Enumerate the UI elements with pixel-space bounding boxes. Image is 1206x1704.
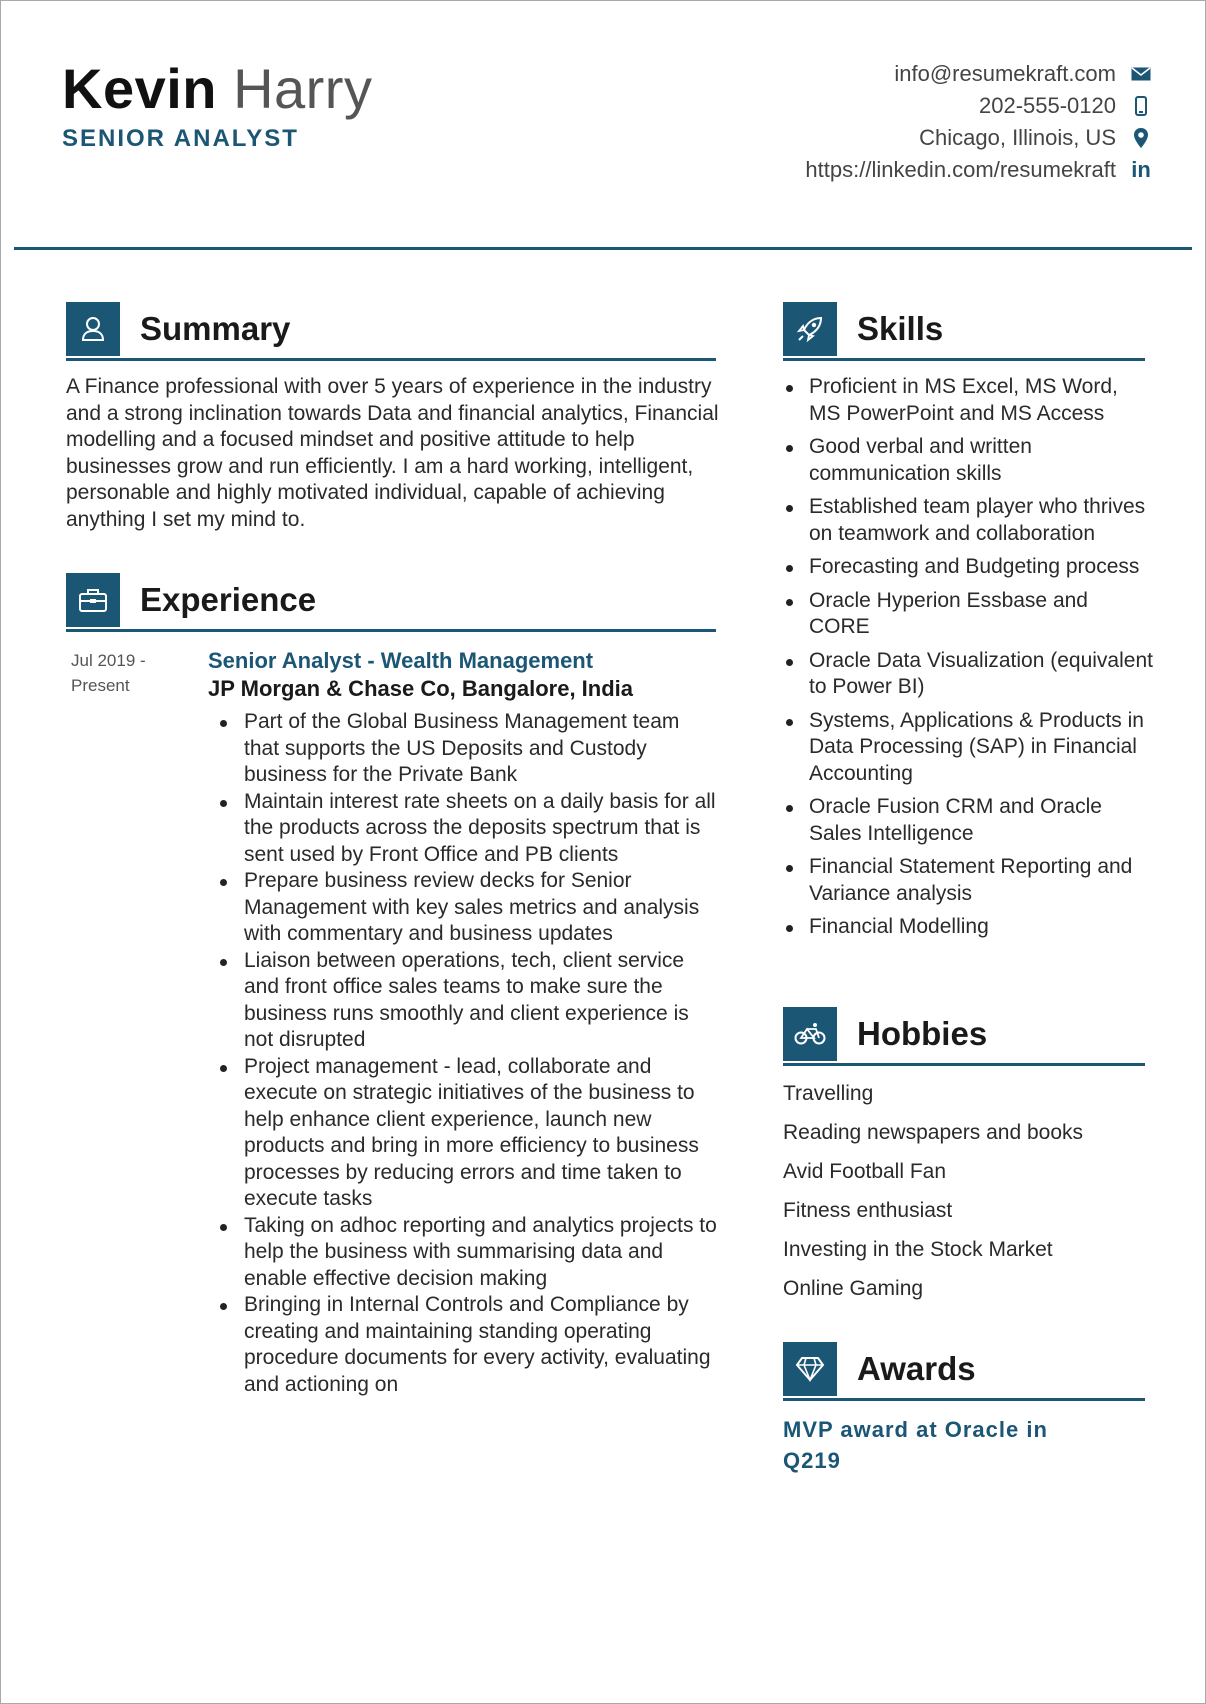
job-date-start: Jul 2019 - — [71, 651, 146, 670]
user-icon — [66, 302, 120, 356]
header-divider — [14, 247, 1192, 250]
linkedin-glyph: in — [1131, 157, 1151, 182]
hobby-item: Reading newspapers and books — [783, 1121, 1084, 1144]
summary-text: A Finance professional with over 5 years of experience in the industry and a strong inclination towards Data and financial analytics, Financial modelling and a focused mindset and positive attitude to help businesses grow and run efficiently. I am a hard working, intelligent, personable and highly motivated individual, capable of achieving anything I set my mind to. — [66, 375, 719, 531]
linkedin-icon — [1130, 158, 1152, 182]
awards-heading: Awards — [857, 1350, 976, 1387]
mobile-phone-icon — [1130, 94, 1152, 118]
job-dates — [71, 648, 191, 698]
rocket-icon — [783, 302, 837, 356]
contact-email — [712, 62, 1152, 86]
job-date-end: Present — [71, 676, 130, 695]
envelope-icon — [1130, 62, 1152, 86]
skill-item: Forecasting and Budgeting process — [783, 554, 1153, 581]
diamond-icon — [783, 1342, 837, 1396]
job-role: Senior Analyst - Wealth Management — [208, 648, 594, 673]
skills-heading-block — [783, 302, 1145, 362]
skill-item: Oracle Fusion CRM and Oracle Sales Intelligence — [783, 794, 1153, 847]
first-name: Kevin — [62, 57, 217, 120]
skill-item: Oracle Hyperion Essbase and CORE — [783, 588, 1153, 641]
hobbies-heading-block — [783, 1007, 1145, 1067]
experience-rule — [66, 629, 716, 632]
hobbies-list — [783, 1080, 1153, 1314]
contact-linkedin — [712, 158, 1152, 182]
hobby-item: Travelling — [783, 1082, 874, 1105]
candidate-name — [62, 54, 372, 124]
experience-heading: Experience — [140, 581, 317, 618]
summary-rule — [66, 358, 716, 361]
job-company: JP Morgan & Chase Co, Bangalore, India — [208, 676, 634, 701]
contact-location — [712, 126, 1152, 150]
hobbies-heading: Hobbies — [857, 1015, 988, 1052]
job-bullet: Part of the Global Business Management team that supports the US Deposits and Custody business for the Private Bank — [216, 709, 720, 789]
bicycle-icon — [783, 1007, 837, 1061]
job-title: SENIOR ANALYST — [62, 125, 299, 152]
awards-rule — [783, 1398, 1145, 1401]
job-bullet: Project management - lead, collaborate and execute on strategic initiatives of the business to help enhance client experience, launch new products and bring in more efficiency to business processes by reducing errors and time taken to execute tasks — [216, 1054, 720, 1213]
hobby-item: Online Gaming — [783, 1277, 924, 1300]
skill-item: Financial Modelling — [783, 914, 1153, 941]
contact-phone — [712, 94, 1152, 118]
job-bullets — [216, 709, 720, 1398]
last-name: Harry — [233, 57, 373, 120]
skills-heading: Skills — [857, 310, 944, 347]
skill-item: Proficient in MS Excel, MS Word, MS PowerPoint and MS Access — [783, 374, 1153, 427]
phone-text[interactable]: 202-555-0120 — [978, 93, 1116, 118]
map-pin-icon — [1130, 126, 1152, 150]
skills-rule — [783, 358, 1145, 361]
hobby-item: Avid Football Fan — [783, 1160, 947, 1183]
skill-item: Systems, Applications & Products in Data Processing (SAP) in Financial Accounting — [783, 708, 1153, 788]
job-bullet: Maintain interest rate sheets on a daily basis for all the products across the deposits spectrum that is sent used by Front Office and PB clients — [216, 789, 720, 869]
skill-item: Financial Statement Reporting and Variance analysis — [783, 854, 1153, 907]
location-text: Chicago, Illinois, US — [919, 125, 1116, 150]
email-text[interactable]: info@resumekraft.com — [894, 61, 1116, 86]
experience-heading-block — [66, 573, 716, 633]
skill-item: Established team player who thrives on teamwork and collaboration — [783, 494, 1153, 547]
hobbies-rule — [783, 1063, 1145, 1066]
skill-item: Good verbal and written communication skills — [783, 434, 1153, 487]
summary-heading-block — [66, 302, 716, 362]
skills-list — [783, 374, 1153, 948]
summary-heading: Summary — [140, 310, 291, 347]
skill-item: Oracle Data Visualization (equivalent to Power BI) — [783, 648, 1153, 701]
linkedin-text[interactable]: https://linkedin.com/resumekraft — [805, 157, 1116, 182]
job-bullet: Bringing in Internal Controls and Compliance by creating and maintaining standing operating procedure documents for every activity, evaluating and actioning on — [216, 1292, 720, 1398]
briefcase-icon — [66, 573, 120, 627]
award-item: MVP award at Oracle in Q219 — [783, 1417, 1048, 1473]
hobby-item: Fitness enthusiast — [783, 1199, 953, 1222]
contact-block — [712, 62, 1152, 190]
job-bullet: Liaison between operations, tech, client service and front office sales teams to make sure the business runs smoothly and client experience is not disrupted — [216, 948, 720, 1054]
hobby-item: Investing in the Stock Market — [783, 1238, 1053, 1261]
job-bullet: Prepare business review decks for Senior Management with key sales metrics and analysis with commentary and business updates — [216, 868, 720, 948]
job-bullet: Taking on adhoc reporting and analytics projects to help the business with summarising data and enable effective decision making — [216, 1213, 720, 1293]
awards-heading-block — [783, 1342, 1145, 1402]
